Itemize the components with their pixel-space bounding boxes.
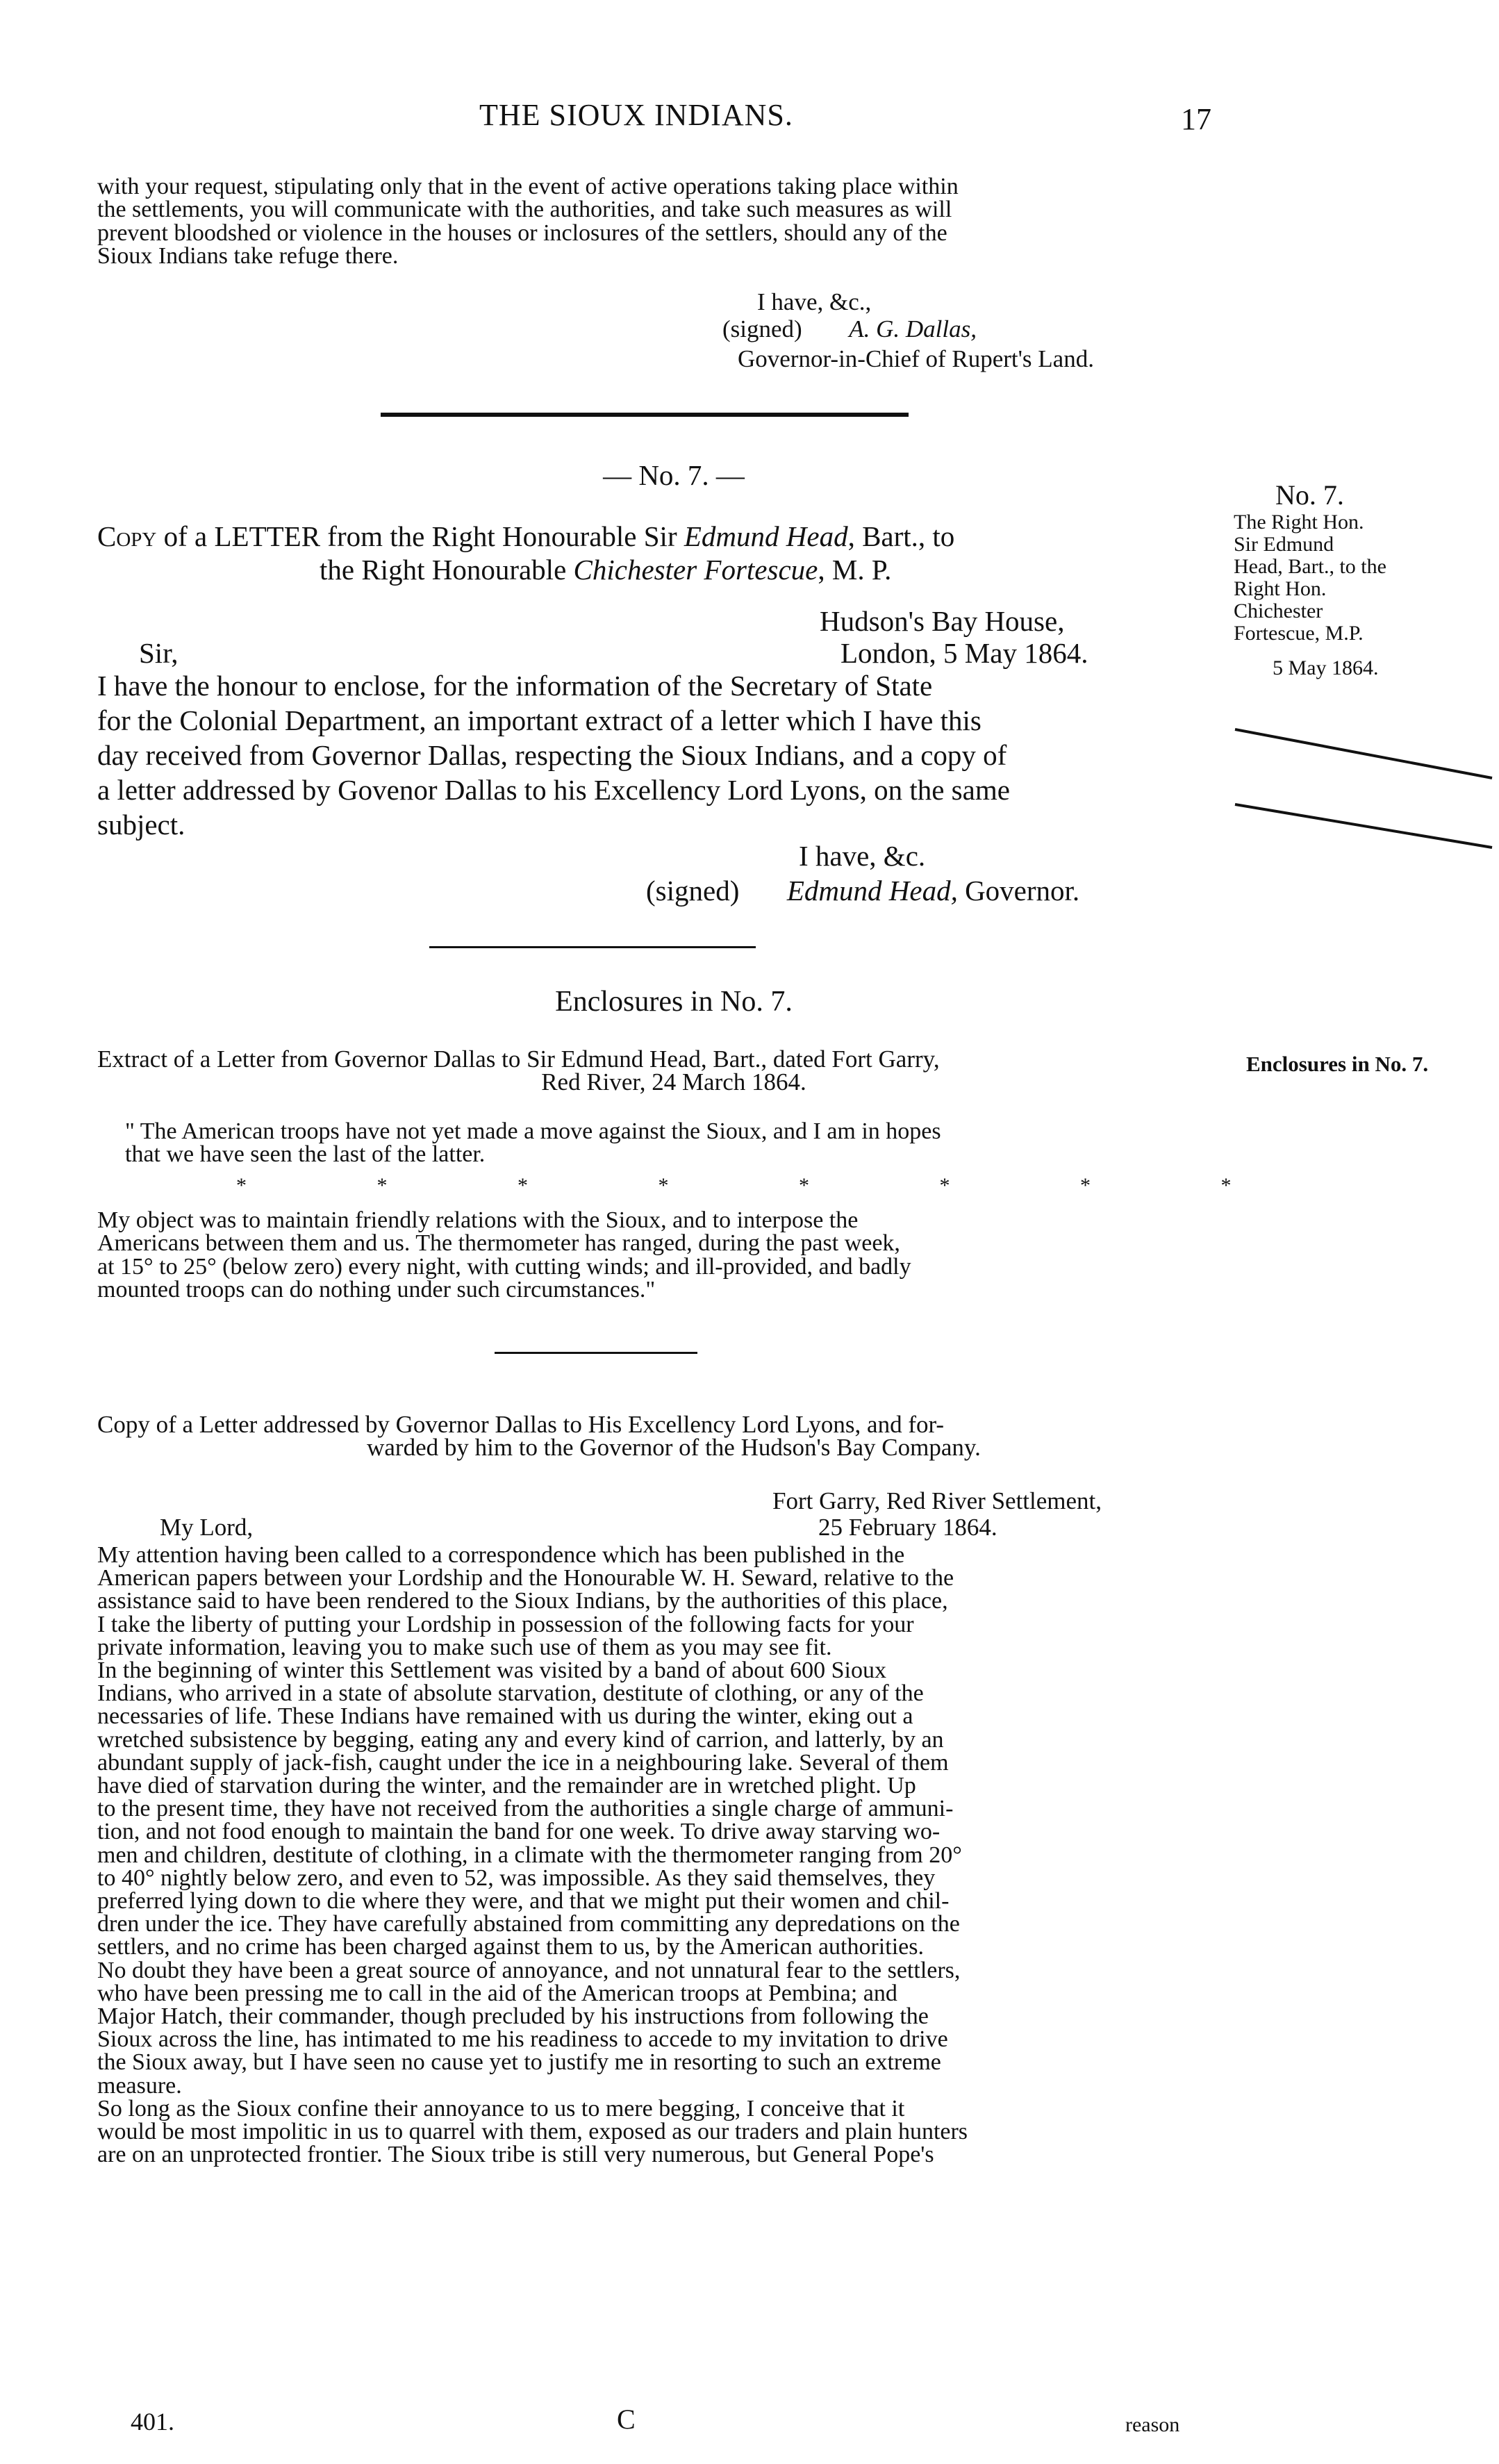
text-line: have died of starvation during the winter, and the remainder are in wretched plight. Up bbox=[97, 1773, 916, 1799]
margin-note-line: Right Hon. bbox=[1234, 577, 1327, 600]
section-divider bbox=[381, 413, 909, 417]
text-line: would be most impolitic in us to quarrel with them, exposed as our traders and plain hunters bbox=[97, 2119, 968, 2145]
copy-letter-address1: Fort Garry, Red River Settlement, bbox=[772, 1487, 1102, 1514]
text-line: Indians, who arrived in a state of absolute starvation, destitute of clothing, or any of the bbox=[97, 1680, 924, 1707]
section-heading-no7: — No. 7. — bbox=[603, 459, 745, 491]
text-line: Sioux Indians take refuge there. bbox=[97, 243, 399, 270]
signature-mark: C bbox=[617, 2404, 636, 2435]
text-line: to 40° nightly below zero, and even to 52, was impossible. As they said themselves, they bbox=[97, 1864, 936, 1891]
extract-title bbox=[97, 1045, 1250, 1096]
text-line: the Sioux away, but I have seen no cause yet to justify me in resorting to such an extreme bbox=[97, 2049, 941, 2076]
copy-letter-title-line1: Copy of a Letter addressed by Governor Dallas to His Excellency Lord Lyons, and for- bbox=[97, 1411, 945, 1438]
extract-title-line1: Extract of a Letter from Governor Dallas to Sir Edmund Head, Bart., dated Fort Garry, bbox=[97, 1045, 940, 1073]
text-line: tion, and not food enough to maintain the band for one week. To drive away starving wo- bbox=[97, 1819, 941, 1845]
text-line: My attention having been called to a correspondence which has been published in the bbox=[97, 1542, 905, 1568]
running-header-title: THE SIOUX INDIANS. bbox=[479, 98, 793, 132]
text-line: the settlements, you will communicate with the authorities, and take such measures as will bbox=[97, 197, 952, 223]
sheet-number: 401. bbox=[131, 2408, 174, 2436]
margin-note-line: Sir Edmund bbox=[1234, 533, 1334, 556]
text-line: I have the honour to enclose, for the information of the Secretary of State bbox=[97, 670, 933, 702]
prev-letter-paragraph bbox=[97, 175, 1236, 268]
section-divider bbox=[429, 946, 756, 948]
text-line: subject. bbox=[97, 809, 185, 841]
text-line: Sioux across the line, has intimated to me his readiness to accede to my invitation to drive bbox=[97, 2026, 948, 2053]
no7-signature: (signed) Edmund Head, Governor. bbox=[646, 875, 1080, 907]
copy-letter-address2: 25 February 1864. bbox=[818, 1514, 997, 1541]
text-line: at 15° to 25° (below zero) every night, with cutting winds; and ill-provided, and badly bbox=[97, 1253, 911, 1280]
text-line: American papers between your Lordship and the Honourable W. H. Seward, relative to the bbox=[97, 1565, 954, 1591]
extract-quote bbox=[125, 1120, 1236, 1166]
text-line: to the present time, they have not received from the authorities a single charge of ammuni- bbox=[97, 1796, 954, 1822]
no7-salutation: Sir, bbox=[139, 637, 179, 669]
text-line: abundant supply of jack-fish, caught under the ice in a neighbouring lake. Several of them bbox=[97, 1749, 949, 1776]
no7-address-line2: London, 5 May 1864. bbox=[840, 637, 1088, 669]
margin-note-date: 5 May 1864. bbox=[1273, 656, 1379, 679]
extract-title-line2: Red River, 24 March 1864. bbox=[541, 1068, 806, 1096]
no7-address-line1: Hudson's Bay House, bbox=[820, 605, 1065, 637]
copy-letter-body bbox=[97, 1544, 1236, 2166]
text-line: dren under the ice. They have carefully abstained from committing any depredations on the bbox=[97, 1911, 960, 1937]
text-line: necessaries of life. These Indians have remained with us during the winter, eking out a bbox=[97, 1703, 913, 1730]
text-line: In the beginning of winter this Settlement was visited by a band of about 600 Sioux bbox=[97, 1657, 886, 1684]
text-line: are on an unprotected frontier. The Sioux tribe is still very numerous, but General Pope's bbox=[97, 2142, 934, 2168]
no7-closing: I have, &c. bbox=[799, 840, 926, 872]
text-line: I take the liberty of putting your Lordship in possession of the following facts for your bbox=[97, 1611, 914, 1637]
margin-note-label: No. 7. bbox=[1275, 479, 1344, 511]
text-line: measure. bbox=[97, 2072, 182, 2099]
signer-name: A. G. Dallas, bbox=[849, 315, 977, 342]
text-line: a letter addressed by Govenor Dallas to his Excellency Lord Lyons, on the same bbox=[97, 774, 1010, 806]
copy-letter-title bbox=[97, 1413, 1250, 1460]
text-line: with your request, stipulating only that in the event of active operations taking place within bbox=[97, 174, 959, 199]
copy-letter-salutation: My Lord, bbox=[160, 1514, 254, 1541]
no7-title-line2: the Right Honourable Chichester Fortescue, M. P. bbox=[320, 554, 892, 586]
text-line: " The American troops have not yet made a move against the Sioux, and I am in hopes bbox=[125, 1118, 941, 1144]
catchword: reason bbox=[1125, 2413, 1180, 2436]
section-divider bbox=[495, 1352, 697, 1354]
omission-stars: * * * * * * * * bbox=[236, 1174, 1294, 1197]
margin-note-line: Head, Bart., to the bbox=[1234, 555, 1386, 578]
text-line: preferred lying down to die where they were, and that we might put their women and chil- bbox=[97, 1888, 950, 1915]
margin-pointer-lines bbox=[1229, 716, 1499, 868]
text-line: private information, leaving you to make such use of them as you may see fit. bbox=[97, 1634, 832, 1660]
text-line: assistance said to have been rendered to the Sioux Indians, by the authorities of this place, bbox=[97, 1588, 948, 1614]
text-line: No doubt they have been a great source of annoyance, and not unnatural fear to the settlers, bbox=[97, 1957, 961, 1983]
copy-letter-title-line2: warded by him to the Governor of the Hudson's Bay Company. bbox=[367, 1434, 981, 1462]
text-line: Americans between them and us. The thermometer has ranged, during the past week, bbox=[97, 1230, 900, 1257]
no7-title-line1: Copy of a LETTER from the Right Honourable Sir Edmund Head, Bart., to bbox=[97, 520, 955, 552]
text-line: day received from Governor Dallas, respecting the Sioux Indians, and a copy of bbox=[97, 739, 1007, 771]
prev-letter-signer-title: Governor-in-Chief of Rupert's Land. bbox=[738, 345, 1094, 372]
text-line: settlers, and no crime has been charged against them to us, by the American authorities. bbox=[97, 1934, 924, 1960]
enclosures-heading: Enclosures in No. 7. bbox=[555, 986, 793, 1018]
text-line: who have been pressing me to call in the aid of the American troops at Pembina; and bbox=[97, 1980, 897, 2006]
margin-note-line: Chichester bbox=[1234, 600, 1323, 622]
margin-note-enclosures: Enclosures in No. 7. bbox=[1246, 1052, 1429, 1076]
page-number: 17 bbox=[1181, 102, 1211, 136]
prev-letter-signature bbox=[722, 317, 977, 340]
text-line: men and children, destitute of clothing, in a climate with the thermometer ranging from 20° bbox=[97, 1842, 962, 1868]
text-line: wretched subsistence by begging, eating any and every kind of carrion, and latterly, by an bbox=[97, 1726, 944, 1753]
no7-body bbox=[97, 668, 1236, 842]
signed-prefix: (signed) bbox=[722, 315, 802, 342]
extract-paragraph bbox=[97, 1209, 1236, 1302]
text-line: Major Hatch, their commander, though precluded by his instructions from following the bbox=[97, 2003, 929, 2030]
text-line: So long as the Sioux confine their annoyance to us to mere begging, I conceive that it bbox=[97, 2095, 905, 2122]
margin-note-line: The Right Hon. bbox=[1234, 511, 1364, 534]
text-line: prevent bloodshed or violence in the houses or inclosures of the settlers, should any of the bbox=[97, 220, 947, 246]
text-line: mounted troops can do nothing under such circumstances." bbox=[97, 1277, 656, 1303]
margin-note-no7 bbox=[1234, 479, 1498, 679]
text-line: for the Colonial Department, an important extract of a letter which I have this bbox=[97, 704, 982, 736]
text-line: that we have seen the last of the latter. bbox=[125, 1141, 486, 1168]
margin-note-line: Fortescue, M.P. bbox=[1234, 622, 1364, 645]
text-line: My object was to maintain friendly relations with the Sioux, and to interpose the bbox=[97, 1207, 859, 1233]
prev-letter-closing: I have, &c., bbox=[757, 288, 872, 315]
